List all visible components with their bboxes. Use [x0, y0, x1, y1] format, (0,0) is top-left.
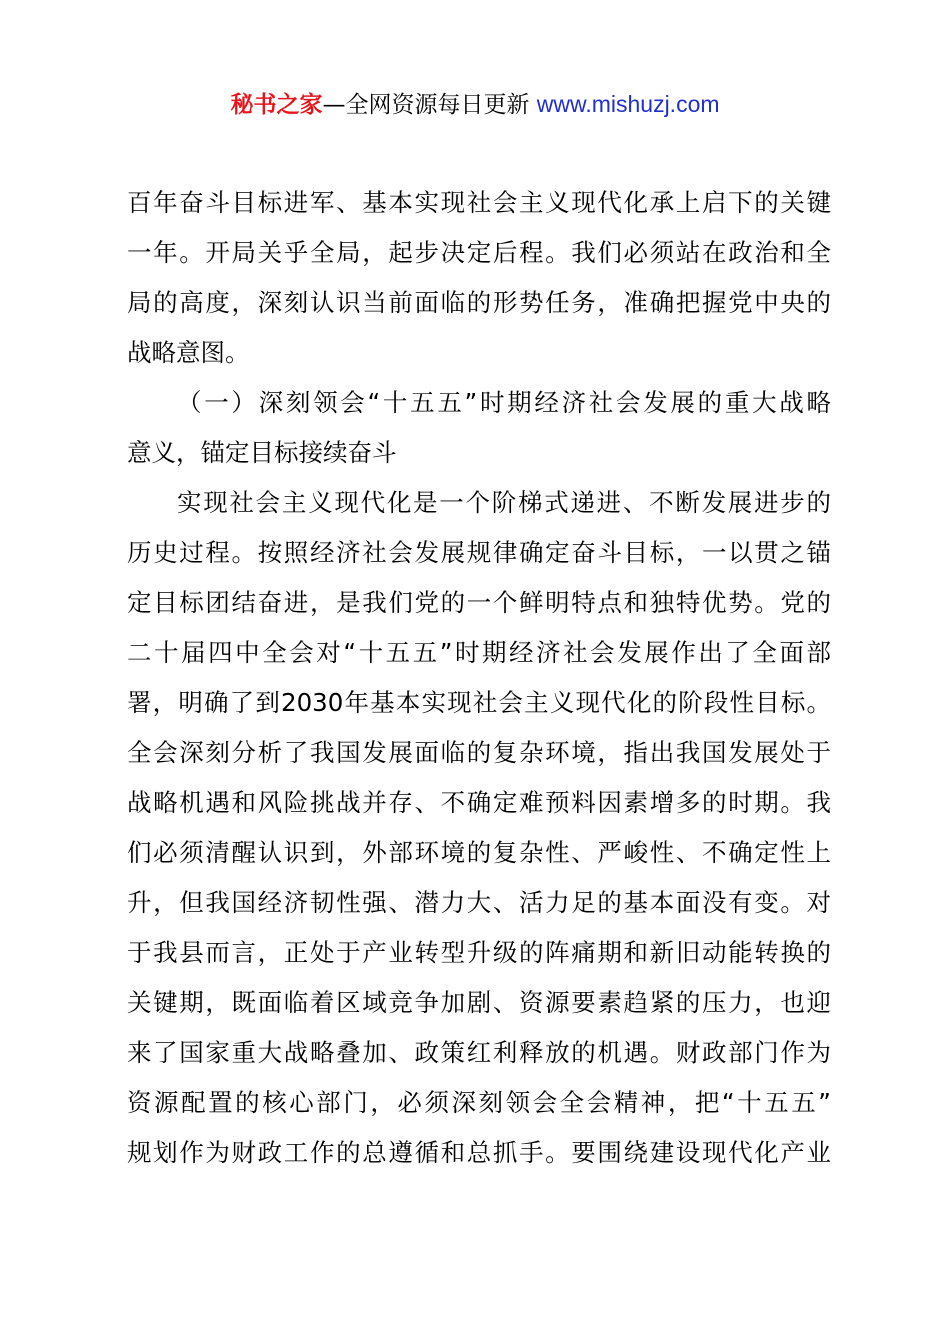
text-line: 关键期，既面临着区域竞争加剧、资源要素趋紧的压力，也迎	[127, 988, 831, 1017]
text-line: 来了国家重大战略叠加、政策红利释放的机遇。财政部门作为	[127, 1038, 831, 1067]
text-line: 二十届四中全会对“十五五”时期经济社会发展作出了全面部	[127, 638, 831, 667]
text-line: 实现社会主义现代化是一个阶梯式递进、不断发展进步的	[177, 488, 831, 517]
text-line: 定目标团结奋进，是我们党的一个鲜明特点和独特优势。党的	[127, 588, 831, 617]
text-line: 于我县而言，正处于产业转型升级的阵痛期和新旧动能转换的	[127, 938, 831, 967]
text-line: 全会深刻分析了我国发展面临的复杂环境，指出我国发展处于	[127, 738, 831, 767]
page-header	[0, 86, 950, 123]
text-line: 规划作为财政工作的总遵循和总抓手。要围绕建设现代化产业	[127, 1138, 831, 1167]
document-body	[127, 178, 831, 1178]
brand-name: 秘书之家	[230, 92, 323, 118]
header-tagline: —全网资源每日更新	[322, 92, 537, 118]
site-url-link[interactable]: www.mishuzj.com	[536, 91, 720, 117]
text-line: 署，明确了到2030年基本实现社会主义现代化的阶段性目标。	[127, 688, 831, 717]
text-line: 历史过程。按照经济社会发展规律确定奋斗目标，一以贯之锚	[127, 538, 831, 567]
text-line: 战略机遇和风险挑战并存、不确定难预料因素增多的时期。我	[127, 788, 831, 817]
section-heading-line: （一）深刻领会“十五五”时期经济社会发展的重大战略	[177, 388, 831, 417]
text-line: 局的高度，深刻认识当前面临的形势任务，准确把握党中央的	[127, 288, 831, 317]
text-line: 们必须清醒认识到，外部环境的复杂性、严峻性、不确定性上	[127, 838, 831, 867]
text-line: 资源配置的核心部门，必须深刻领会全会精神，把“十五五”	[127, 1088, 831, 1117]
text-line: 战略意图。	[127, 338, 250, 367]
section-heading-line: 意义，锚定目标接续奋斗	[127, 438, 397, 467]
text-line: 一年。开局关乎全局，起步决定后程。我们必须站在政治和全	[127, 238, 831, 267]
text-line: 百年奋斗目标进军、基本实现社会主义现代化承上启下的关键	[127, 188, 831, 217]
text-line: 升，但我国经济韧性强、潜力大、活力足的基本面没有变。对	[127, 888, 831, 917]
